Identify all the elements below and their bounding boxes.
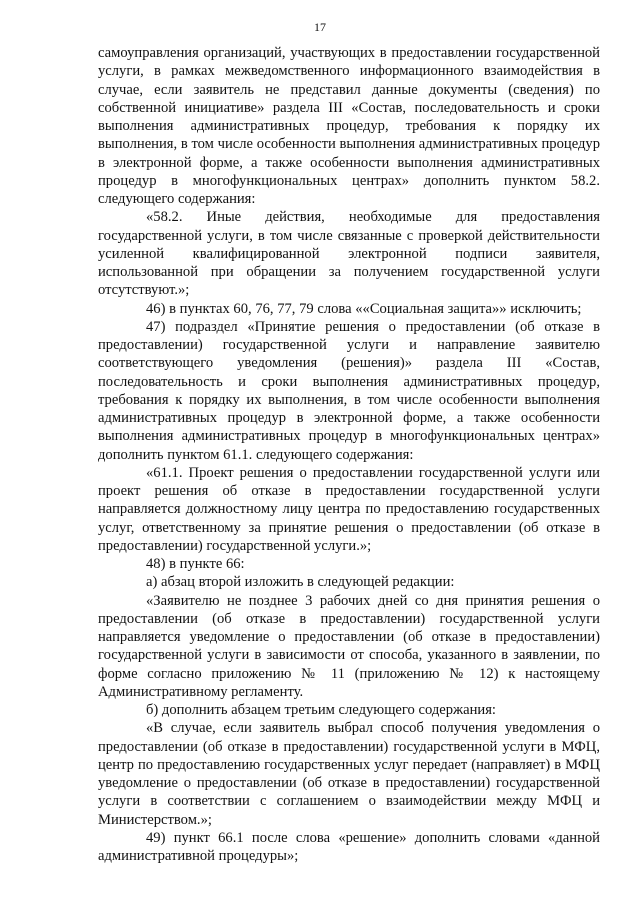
paragraph-61-1: «61.1. Проект решения о предоставлении государственной услуги или проект решения об отказе в предоставлении государственной услуги направляется должностному лицу центра по предоставлению государственных услуг, ответственному за принятие решения о предоставлении (об отказе в предоставлении) государственной услуги.»; [98, 464, 600, 554]
paragraph-item-48: 48) в пункте 66: [146, 556, 245, 572]
paragraph-item-48-a: а) абзац второй изложить в следующей редакции: [146, 574, 455, 591]
paragraph-quote-mfc: «В случае, если заявитель выбрал способ получения уведомления о предоставлении (об отказе в предоставлении) государственной услуги в МФЦ, центр по предоставлению государственных услуг передает (направляет) в МФЦ уведомление о предоставлении (об отказе в предоставлении) государственной услуги в соответствии с соглашением о взаимодействии между МФЦ и Министерством.»; [98, 720, 600, 828]
paragraph-58-2: «58.2. Иные действия, необходимые для предоставления государственной услуги, в том числе связанные с проверкой действительности усиленной квалифицированной электронной подписи заявителя, использованной при обращении за получением государственной услуги отсутствуют.»; [98, 209, 600, 299]
document-body [98, 44, 600, 865]
paragraph-continuation: самоуправления организаций, участвующих в предоставлении государственной услуги, в рамках межведомственного информационного взаимодействия в случае, если заявитель не представил данные документы (сведения) по собственной инициативе» раздела III «Состав, последовательность и сроки выполнения административных процедур, требования к порядку их выполнения, в том числе особенности выполнения административных процедур в электронной форме, а также особенности выполнения административных процедур в многофункциональных центрах» дополнить пунктом 58.2. следующего содержания: [98, 45, 600, 207]
paragraph-item-49: 49) пункт 66.1 после слова «решение» дополнить словами «данной административной процедуры»; [98, 829, 600, 864]
page-number: 17 [314, 20, 326, 34]
paragraph-item-48-b: б) дополнить абзацем третьим следующего содержания: [146, 702, 496, 718]
paragraph-item-47: 47) подраздел «Принятие решения о предоставлении (об отказе в предоставлении) государственной услуги и направление заявителю соответствующего уведомления (решения)» раздела III «Состав, последовательность и сроки выполнения административных процедур, требования к порядку их выполнения, в том числе особенности выполнения административных процедур в электронной форме, а также особенности выполнения административных процедур в многофункциональных центрах» дополнить пунктом 61.1. следующего содержания: [98, 318, 600, 463]
paragraph-quote-applicant: «Заявителю не позднее 3 рабочих дней со дня принятия решения о предоставлении (об отказе в предоставлении) государственной услуги направляется уведомление о предоставлении (об отказе в предоставлении) государственной услуги в зависимости от способа, указанного в заявлении, по форме согласно приложению № 11 (приложению № 12) к настоящему Административному регламенту. [98, 592, 600, 700]
paragraph-item-46: 46) в пунктах 60, 76, 77, 79 слова ««Социальная защита»» исключить; [146, 300, 582, 317]
